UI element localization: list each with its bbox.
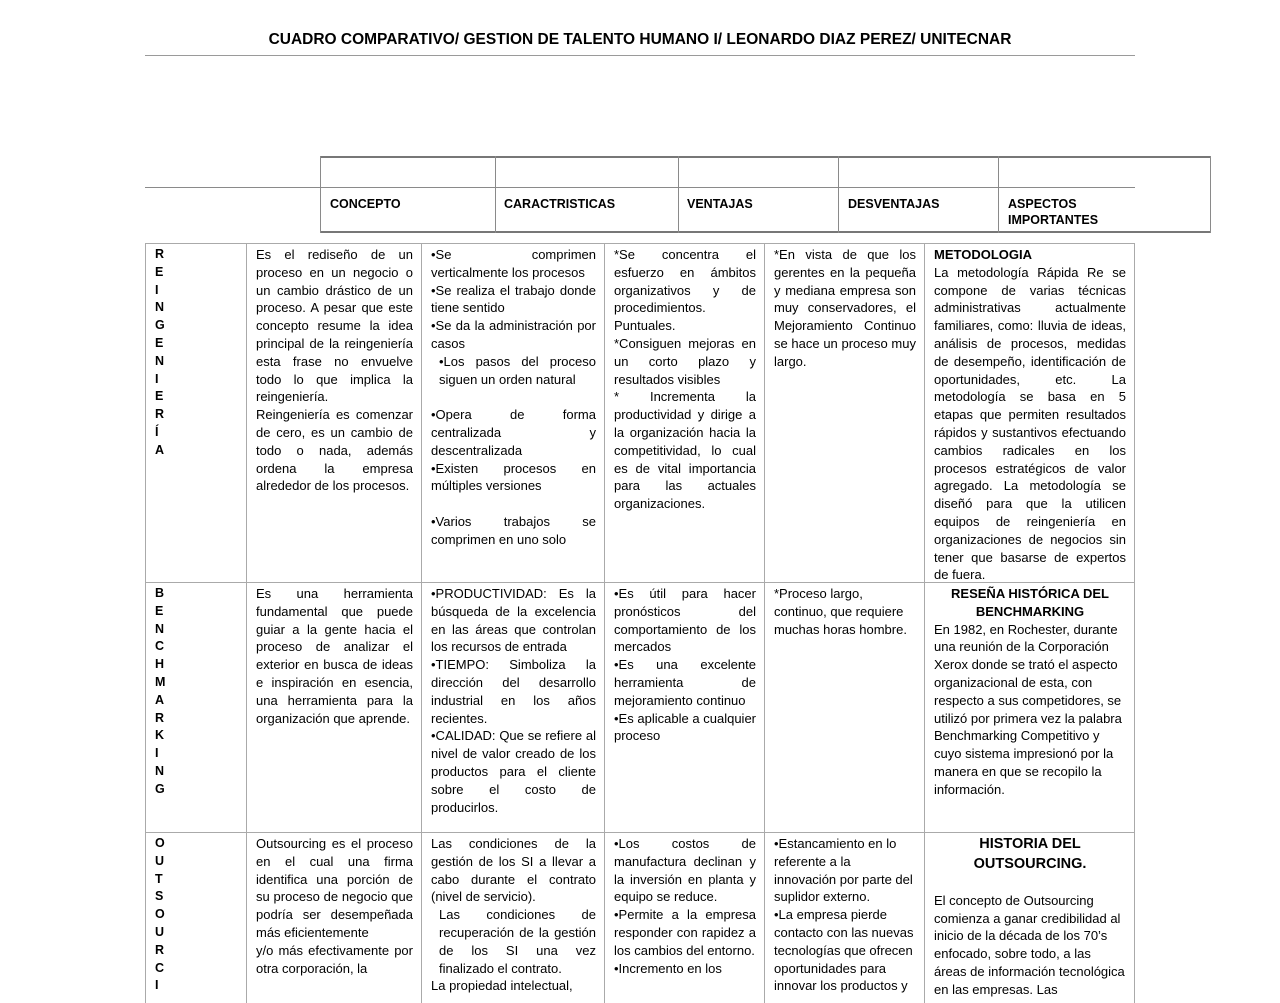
cell-paragraph: Es una herramienta fundamental que puede guiar a la gente hacia el proceso de analizar el exterior en busca de ideas e inspiración en esencia, una herramienta para la organización que aprende. [256, 586, 413, 726]
cell-paragraph: •Estancamiento en lo referente a la innovación por parte del suplidor externo. [774, 836, 913, 905]
cell-paragraph: El concepto de Outsourcing comienza a ganar credibilidad al inicio de la década de los 70’s enfocado, sobre todo, a las áreas de información tecnológica en las empresas. Las [934, 892, 1125, 997]
aspectos-cell [924, 244, 1135, 583]
term-letter: S [155, 889, 164, 904]
header-mid-border [145, 187, 1135, 188]
term-letter: R [155, 407, 165, 422]
header-divider [495, 156, 496, 233]
term-letter: O [155, 836, 165, 850]
term-vertical-label [145, 244, 246, 583]
term-letter: A [155, 692, 165, 707]
header-top-border [320, 156, 1211, 158]
aspectos-cell [924, 833, 1135, 1003]
cell-paragraph: La metodología Rápida Re se compone de varias técnicas administrativas actualmente familiares, como: lluvia de ideas, análisis de procesos, medidas de desempeño, identificación de oportunidades, etc. La metodología se basa en 5 etapas que permiten resultados rápidos y sustantivos efectuando cambios radicales en los procesos estratégicos de valor agregado. La metodología se diseñó para que la utilicen equipos de reingeniería en organizaciones de negocios sin tener que basarse de expertos de fuera. [934, 264, 1126, 583]
term-letter: R [155, 942, 165, 957]
cell-paragraph: •Varios trabajos se comprimen en uno solo [431, 513, 596, 547]
cell-paragraph: •La empresa pierde contacto con las nuevas tecnologías que ofrecen oportunidades para innovar los productos y [774, 907, 914, 994]
term-letter: C [155, 639, 165, 654]
term-letter: I [155, 746, 159, 761]
term-vertical-label [145, 583, 246, 833]
term-letter: I [155, 978, 159, 993]
term-letter: O [155, 907, 165, 922]
cell-paragraph: •Opera de forma centralizada y descentralizada [431, 407, 596, 458]
term-letter: A [155, 442, 165, 457]
term-letter: I [155, 371, 159, 386]
cell-paragraph: •Incremento en los [614, 960, 722, 976]
cell-paragraph: *En vista de que los gerentes en la pequeña y mediana empresa son muy conservadores, el Mejoramiento Continuo se hace un proceso muy largo. [774, 247, 916, 369]
cell-paragraph: •PRODUCTIVIDAD: Es la búsqueda de la excelencia en las áreas que controlan los recursos de entrada [431, 586, 596, 655]
cell-paragraph: •Es aplicable a cualquier proceso [614, 710, 756, 744]
header-aspectos: ASPECTOS IMPORTANTES [1008, 197, 1099, 227]
ventajas-cell [604, 583, 764, 833]
term-letter: B [155, 586, 165, 600]
header-bottom-border [320, 231, 1211, 233]
cell-paragraph: *Consiguen mejoras en un corto plazo y resultados visibles [614, 335, 756, 387]
term-letter: U [155, 924, 165, 939]
cell-paragraph: Las condiciones de recuperación de la gestión de los SI una vez finalizado el contrato. [439, 907, 596, 976]
header-concepto: CONCEPTO [330, 197, 401, 211]
header-desventajas: DESVENTAJAS [848, 197, 940, 211]
term-letter: K [155, 728, 165, 743]
term-letter: E [155, 389, 164, 404]
header-divider [998, 156, 999, 233]
header-divider [838, 156, 839, 233]
term-letter: N [155, 763, 165, 778]
desventajas-cell [764, 833, 924, 1003]
cell-paragraph: •Los costos de manufactura declinan y la inversión en planta y equipo se reduce. [614, 836, 756, 905]
cell-paragraph: Reingeniería es comenzar de cero, es un cambio de todo o nada, además ordena la empresa alrededor de los procesos. [256, 407, 413, 494]
cell-paragraph: •CALIDAD: Que se refiere al nivel de valor creado de los productos para el cliente sobre el costo de producirlos. [431, 728, 596, 815]
header-divider [678, 156, 679, 233]
cell-paragraph: •TIEMPO: Simboliza la dirección del desarrollo industrial en los años recientes. [431, 657, 596, 726]
term-letter: E [155, 335, 164, 350]
term-letter: H [155, 657, 165, 672]
term-letter: U [155, 853, 165, 868]
term-letter: G [155, 318, 165, 333]
caracteristicas-cell [421, 833, 604, 1003]
title-divider [145, 55, 1135, 56]
term-vertical-label [145, 833, 246, 1003]
term-letter: N [155, 621, 165, 636]
term-letter: Í [155, 424, 159, 439]
concepto-cell [246, 244, 421, 583]
cell-paragraph: Las condiciones de la gestión de los SI a llevar a cabo durante el contrato (nivel de servicio). [431, 836, 596, 905]
term-letter: E [155, 264, 164, 279]
caracteristicas-cell [421, 583, 604, 833]
cell-paragraph: y/o más efectivamente por otra corporación, la [256, 942, 413, 976]
term-letter: E [155, 603, 164, 618]
ventajas-cell [604, 244, 764, 583]
header-caracteristicas: CARACTRISTICAS [504, 197, 616, 211]
desventajas-cell [764, 583, 924, 833]
term-letter: R [155, 247, 165, 261]
cell-paragraph: * Incrementa la productividad y dirige a la organización hacia la competitividad, lo cual es de vital importancia para las actuales organizaciones. [614, 389, 756, 512]
ventajas-cell [604, 833, 764, 1003]
cell-paragraph: •Es una excelente herramienta de mejoramiento continuo [614, 657, 756, 708]
cell-paragraph: Outsourcing es el proceso en el cual una firma identifica una porción de su proceso de negocio que podría ser desempeñada más eficientemente [256, 836, 413, 940]
cell-paragraph: •Permite a la empresa responder con rapidez a los cambios del entorno. [614, 907, 756, 958]
cell-paragraph: •Los pasos del proceso siguen un orden natural [439, 353, 596, 387]
document-title: CUADRO COMPARATIVO/ GESTION DE TALENTO HUMANO I/ LEONARDO DIAZ PEREZ/ UNITECNAR [268, 31, 1012, 48]
cell-paragraph: *Se concentra el esfuerzo en ámbitos organizativos y de procedimientos. Puntuales. [614, 247, 756, 334]
term-letter: M [155, 674, 166, 689]
cell-paragraph: •Se realiza el trabajo donde tiene sentido [431, 282, 596, 316]
header-divider [1210, 156, 1211, 233]
aspectos-cell [924, 583, 1135, 833]
cell-paragraph: *Proceso largo, continuo, que requiere muchas horas hombre. [774, 586, 907, 637]
header-ventajas: VENTAJAS [687, 197, 753, 211]
table-row [145, 832, 1135, 1003]
term-letter: R [155, 710, 165, 725]
term-letter: G [155, 781, 165, 796]
term-letter: I [155, 282, 159, 297]
cell-paragraph: •Existen procesos en múltiples versiones [431, 460, 596, 494]
concepto-cell [246, 833, 421, 1003]
term-letter: N [155, 300, 165, 315]
aspectos-heading: HISTORIA DEL OUTSOURCING. [973, 836, 1087, 872]
cell-paragraph: Es el rediseño de un proceso en un negocio o un cambio drástico de un proceso. A pesar que este concepto resume la idea principal de la reingeniería esta frase no envuelve todo lo que implica la reingeniería. [256, 247, 413, 405]
header-divider [320, 156, 321, 233]
concepto-cell [246, 583, 421, 833]
term-letter: T [155, 871, 163, 886]
term-letter: N [155, 353, 165, 368]
cell-paragraph: •Es útil para hacer pronósticos del comportamiento de los mercados [614, 586, 756, 655]
desventajas-cell [764, 244, 924, 583]
aspectos-heading: METODOLOGIA [934, 247, 1032, 262]
cell-paragraph: La propiedad intelectual, [431, 978, 573, 994]
table-row [145, 582, 1135, 833]
table-row [145, 243, 1135, 583]
aspectos-heading: RESEÑA HISTÓRICA DEL BENCHMARKING [951, 586, 1109, 619]
cell-paragraph: •Se comprimen verticalmente los procesos [431, 247, 596, 280]
term-letter: C [155, 960, 165, 975]
cell-paragraph: •Se da la administración por casos [431, 318, 596, 351]
caracteristicas-cell [421, 244, 604, 583]
cell-paragraph: En 1982, en Rochester, durante una reunión de la Corporación Xerox donde se trató el aspecto organizacional de esta, con respecto a sus competidores, se utilizó por primera vez la palabra Benchmarking Competitivo y cuyo sistema impresionó por la manera en que se recopilo la información. [934, 621, 1122, 797]
